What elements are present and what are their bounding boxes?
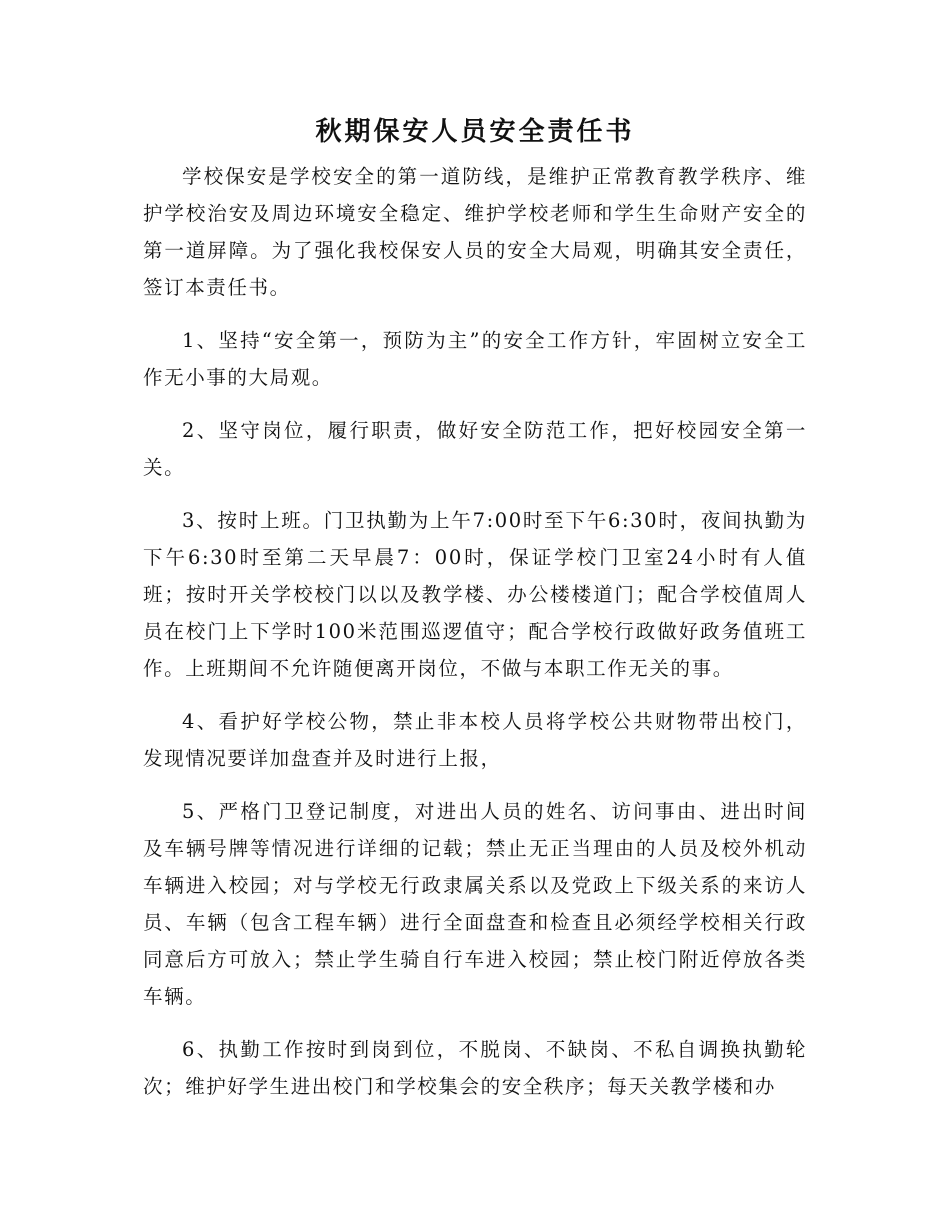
clause-4-paragraph: 4、看护好学校公物，禁止非本校人员将学校公共财物带出校门，发现情况要详加盘查并及时进行上报，: [143, 710, 807, 770]
clause-1-paragraph: 1、坚持“安全第一，预防为主”的安全工作方针，牢固树立安全工作无小事的大局观。: [143, 329, 807, 389]
clause-2-paragraph: 2、坚守岗位，履行职责，做好安全防范工作，把好校园安全第一关。: [143, 419, 807, 479]
clause-6-paragraph: 6、执勤工作按时到岗到位，不脱岗、不缺岗、不私自调换执勤轮次；维护好学生进出校门和学校集会的安全秩序；每天关教学楼和办: [143, 1038, 807, 1098]
clause-5-paragraph: 5、严格门卫登记制度，对进出人员的姓名、访问事由、进出时间及车辆号牌等情况进行详细的记载；禁止无正当理由的人员及校外机动车辆进入校园；对与学校无行政隶属关系以及党政上下级关系的来访人员、车辆（包含工程车辆）进行全面盘查和检查且必须经学校相关行政同意后方可放入；禁止学生骑自行车进入校园；禁止校门附近停放各类车辆。: [143, 800, 807, 1008]
document-title: 秋期保安人员安全责任书: [315, 117, 635, 147]
clause-3-paragraph: 3、按时上班。门卫执勤为上午7:00时至下午6:30时，夜间执勤为下午6:30时至第二天早晨7：00时，保证学校门卫室24小时有人值班；按时开关学校校门以以及教学楼、办公楼楼道门；配合学校值周人员在校门上下学时100米范围巡逻值守；配合学校行政做好政务值班工作。上班期间不允许随便离开岗位，不做与本职工作无关的事。: [143, 509, 807, 680]
intro-paragraph: 学校保安是学校安全的第一道防线，是维护正常教育教学秩序、维护学校治安及周边环境安全稳定、维护学校老师和学生生命财产安全的第一道屏障。为了强化我校保安人员的安全大局观，明确其安全责任，签订本责任书。: [143, 165, 807, 299]
